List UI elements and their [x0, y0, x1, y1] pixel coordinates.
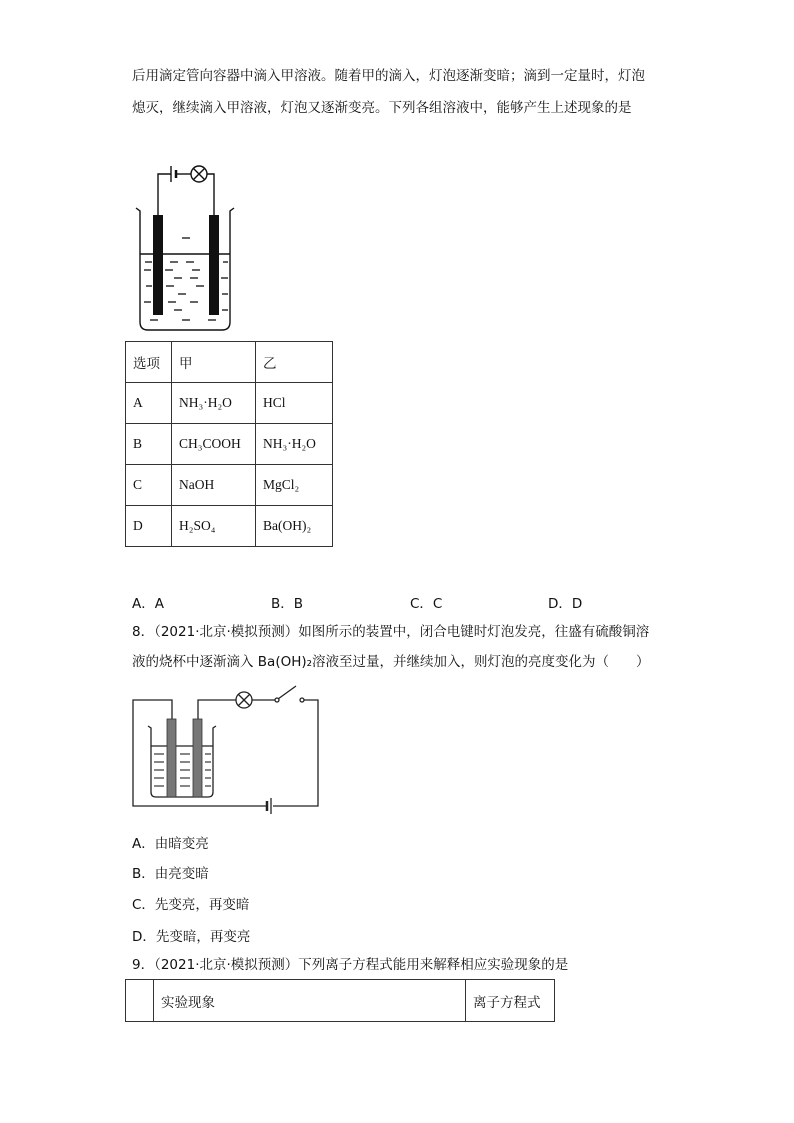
header-cell: 实验现象: [154, 980, 466, 1022]
option-cell: A: [126, 383, 172, 424]
header-cell: 乙: [256, 342, 333, 383]
q9-text: 9．（2021·北京·模拟预测）下列离子方程式能用来解释相应实验现象的是: [132, 957, 569, 973]
header-cell: [126, 980, 154, 1022]
header-cell: 甲: [172, 342, 256, 383]
q8-line-2: 液的烧杯中逐渐滴入 Ba(OH)₂溶液至过量，并继续加入，则灯泡的亮度变化为（ ）: [132, 654, 650, 670]
table-row: [126, 424, 333, 465]
q8-option-c[interactable]: C．先变亮，再变暗: [132, 897, 250, 913]
reagent-b-cell: NH₃·H₂O: [256, 424, 333, 465]
header-cell: 选项: [126, 342, 172, 383]
choice-d[interactable]: D．D: [548, 596, 583, 612]
circuit-diagram-2: [130, 688, 325, 818]
table-header-row: [126, 342, 333, 383]
table-row: [126, 465, 333, 506]
reagent-b-cell: Ba(OH)₂: [256, 506, 333, 547]
option-cell: B: [126, 424, 172, 465]
reagent-a-cell: H₂SO₄: [172, 506, 256, 547]
q8-option-a[interactable]: A．由暗变亮: [132, 836, 209, 852]
choice-b[interactable]: B．B: [271, 596, 304, 612]
header-cell: 离子方程式: [466, 980, 555, 1022]
q8-option-d[interactable]: D．先变暗，再变亮: [132, 929, 251, 945]
beaker-diagram-1: [130, 158, 240, 336]
choice-c[interactable]: C．C: [410, 596, 443, 612]
option-cell: D: [126, 506, 172, 547]
reagent-a-cell: NH₃·H₂O: [172, 383, 256, 424]
table-row: [126, 506, 333, 547]
table-row: [126, 383, 333, 424]
reagent-a-cell: CH₃COOH: [172, 424, 256, 465]
options-table: [125, 341, 333, 547]
reagent-b-cell: HCl: [256, 383, 333, 424]
choice-a[interactable]: A．A: [132, 596, 164, 612]
q8-line-1: 8．（2021·北京·模拟预测）如图所示的装置中，闭合电键时灯泡发亮，往盛有硫酸铜溶: [132, 624, 650, 640]
option-cell: C: [126, 465, 172, 506]
q9-table: [125, 979, 555, 1022]
reagent-a-cell: NaOH: [172, 465, 256, 506]
q8-option-b[interactable]: B．由亮变暗: [132, 866, 209, 882]
intro-line-1: 后用滴定管向容器中滴入甲溶液。随着甲的滴入，灯泡逐渐变暗；滴到一定量时，灯泡: [132, 68, 645, 84]
reagent-b-cell: MgCl₂: [256, 465, 333, 506]
intro-line-2: 熄灭，继续滴入甲溶液，灯泡又逐渐变亮。下列各组溶液中，能够产生上述现象的是: [132, 100, 632, 116]
table-header-row: [126, 980, 555, 1022]
